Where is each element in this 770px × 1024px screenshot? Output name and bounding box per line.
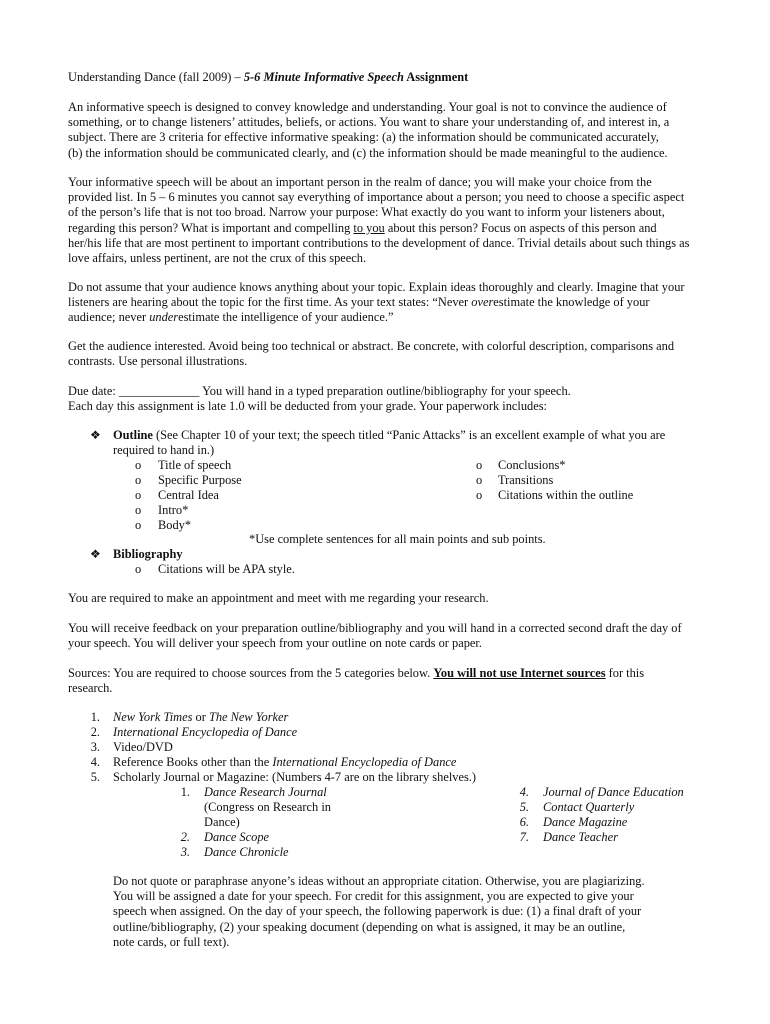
- text-line: outline/bibliography, (2) your speaking document (depending on what is assigned, it may be an outline,: [113, 919, 626, 934]
- text-line: something, or to change listeners’ attitudes, beliefs, or actions. You want to share your understanding of, and interest in, a: [68, 115, 670, 130]
- bibliography-label: Bibliography: [113, 547, 183, 561]
- text-run: or: [192, 710, 209, 724]
- intro-paragraph: [68, 100, 704, 161]
- list-number: 2.: [90, 725, 100, 739]
- circle-bullet-icon: o: [135, 488, 142, 502]
- diamond-bullet-icon: ❖: [90, 428, 101, 442]
- text-run: estimate the knowledge of your: [493, 295, 650, 310]
- text-line: [68, 221, 704, 236]
- text-line: Due date: _____________ You will hand in a typed preparation outline/bibliography for your speech.: [68, 384, 571, 398]
- circle-bullet-icon: o: [476, 458, 483, 472]
- outline-label: Outline: [113, 428, 153, 442]
- title-prefix: Understanding Dance (fall 2009) –: [68, 70, 244, 84]
- outline-item: Transitions: [498, 473, 554, 487]
- journal-item: Dance Magazine: [543, 815, 628, 829]
- closing-paragraph: [113, 874, 713, 950]
- text-run: about this person? Focus on aspects of this person and: [384, 220, 657, 235]
- list-number: 2.: [180, 830, 190, 844]
- text-run: audience; never: [68, 310, 150, 325]
- outline-item: Specific Purpose: [158, 473, 242, 487]
- journal-item: Dance Teacher: [543, 830, 618, 844]
- title-suffix: Assignment: [403, 70, 469, 84]
- text-run: Reference Books other than the: [113, 755, 273, 769]
- journal-item: Contact Quarterly: [543, 800, 635, 814]
- text-line: research.: [68, 681, 113, 696]
- text-line: of the person’s life that is not too broad. Narrow your purpose: What exactly do you want to inform your listeners about,: [68, 205, 665, 220]
- list-number: 4.: [90, 755, 100, 769]
- text-line: You will be assigned a date for your speech. For credit for this assignment, you are expected to give your: [113, 889, 634, 904]
- text-line: contrasts. Use personal illustrations.: [68, 354, 248, 369]
- text-line: subject. There are 3 criteria for effective informative speaking: (a) the information should be communicated accurately,: [68, 130, 659, 145]
- text-line: You are required to make an appointment and meet with me regarding your research.: [68, 591, 489, 605]
- source-item: [113, 710, 288, 725]
- text-line: [68, 310, 704, 325]
- italic-text: over: [471, 295, 494, 310]
- source-item: Video/DVD: [113, 740, 173, 754]
- journal-note: (Congress on Research in: [204, 800, 331, 814]
- bold-underlined-text: You will not use Internet sources: [433, 666, 606, 680]
- source-item: Scholarly Journal or Magazine: (Numbers 4-7 are on the library shelves.): [113, 770, 477, 784]
- appointment-paragraph: [68, 591, 704, 606]
- circle-bullet-icon: o: [135, 473, 142, 487]
- outline-item: Central Idea: [158, 488, 219, 502]
- italic-text: International Encyclopedia of Dance: [272, 755, 457, 769]
- journal-item: Dance Research Journal: [204, 785, 327, 799]
- text-run: regarding this person? What is important and compelling: [68, 220, 354, 235]
- audience-paragraph: [68, 280, 704, 326]
- text-line: her/his life that are most pertinent to important contributions to the development of dance. Trivial details about such things as: [68, 235, 690, 250]
- underlined-text: to you: [353, 220, 385, 235]
- list-number: 4.: [519, 785, 529, 799]
- list-number: 5.: [519, 800, 529, 814]
- text-line: Each day this assignment is late 1.0 will be deducted from your grade. Your paperwork includes:: [68, 399, 547, 414]
- list-number: 1.: [180, 785, 190, 799]
- text-line: love affairs, unless pertinent, are not the crux of this speech.: [68, 251, 367, 266]
- circle-bullet-icon: o: [476, 473, 483, 487]
- list-number: 5.: [90, 770, 100, 784]
- text-run: listeners are hearing about the topic for the first time. As your text states: “Never: [68, 295, 472, 310]
- list-number: 7.: [519, 830, 529, 844]
- italic-text: New York Times: [113, 710, 193, 724]
- text-run: estimate the intelligence of your audience.”: [178, 310, 394, 325]
- bibliography-item: Citations will be APA style.: [158, 562, 295, 576]
- italic-text: under: [149, 310, 179, 325]
- text-line: note cards, or full text).: [113, 934, 230, 949]
- circle-bullet-icon: o: [135, 503, 142, 517]
- text-line: Do not assume that your audience knows anything about your topic. Explain ideas thoroughly and clearly. Imagine that your: [68, 280, 685, 294]
- outline-line-2: required to hand in.): [113, 443, 215, 457]
- outline-item: Body*: [158, 518, 192, 532]
- feedback-paragraph: [68, 621, 704, 651]
- list-number: 3.: [90, 740, 100, 754]
- list-number: 3.: [180, 845, 190, 859]
- text-run: for this: [605, 666, 645, 680]
- diamond-bullet-icon: ❖: [90, 547, 101, 561]
- source-item: International Encyclopedia of Dance: [113, 725, 298, 739]
- text-line: An informative speech is designed to convey knowledge and understanding. Your goal is not to convince the audience of: [68, 100, 667, 114]
- text-line: You will receive feedback on your preparation outline/bibliography and you will hand in a corrected second draft the day of: [68, 621, 682, 635]
- text-line: Get the audience interested. Avoid being too technical or abstract. Be concrete, with colorful description, comparisons and: [68, 339, 675, 353]
- journal-note: Dance): [204, 815, 240, 829]
- italic-text: The New Yorker: [208, 710, 289, 724]
- outline-note: *Use complete sentences for all main points and sub points.: [249, 532, 546, 546]
- text-run: Sources: You are required to choose sources from the 5 categories below.: [68, 666, 434, 680]
- journal-item: Dance Chronicle: [204, 845, 289, 859]
- outline-description: (See Chapter 10 of your text; the speech titled “Panic Attacks” is an excellent example of what you are: [152, 428, 666, 442]
- interest-paragraph: [68, 339, 704, 369]
- text-line: speech when assigned. On the day of your speech, the following paperwork is due: (1) a final draft of your: [113, 904, 642, 919]
- journal-item: Journal of Dance Education: [543, 785, 684, 799]
- page-title: [68, 70, 468, 85]
- source-item: [113, 755, 456, 770]
- text-line: [68, 666, 704, 681]
- outline-item: Citations within the outline: [498, 488, 634, 502]
- circle-bullet-icon: o: [135, 458, 142, 472]
- outline-item: Conclusions*: [498, 458, 566, 472]
- list-number: 6.: [519, 815, 529, 829]
- journal-item: Dance Scope: [204, 830, 270, 844]
- list-number: 1.: [90, 710, 100, 724]
- circle-bullet-icon: o: [135, 518, 142, 532]
- text-line: provided list. In 5 – 6 minutes you cannot say everything of importance about a person; you need to choose a specific aspect: [68, 190, 685, 205]
- text-line: (b) the information should be communicated clearly, and (c) the information should be made meaningful to the audience.: [68, 145, 668, 160]
- circle-bullet-icon: o: [135, 562, 142, 576]
- outline-item: Intro*: [158, 503, 189, 517]
- outline-line-1: [113, 428, 665, 443]
- due-date-paragraph: [68, 384, 704, 414]
- sources-paragraph: [68, 666, 704, 696]
- circle-bullet-icon: o: [476, 488, 483, 502]
- outline-item: Title of speech: [158, 458, 232, 472]
- title-emphasis: 5-6 Minute Informative Speech: [243, 70, 404, 84]
- text-line: your speech. You will deliver your speech from your outline on note cards or paper.: [68, 636, 482, 651]
- text-line: Do not quote or paraphrase anyone’s ideas without an appropriate citation. Otherwise, you are plagiarizing.: [113, 874, 645, 888]
- topic-paragraph: [68, 175, 704, 266]
- text-line: [68, 295, 704, 310]
- text-line: Your informative speech will be about an important person in the realm of dance; you will make your choice from the: [68, 175, 652, 189]
